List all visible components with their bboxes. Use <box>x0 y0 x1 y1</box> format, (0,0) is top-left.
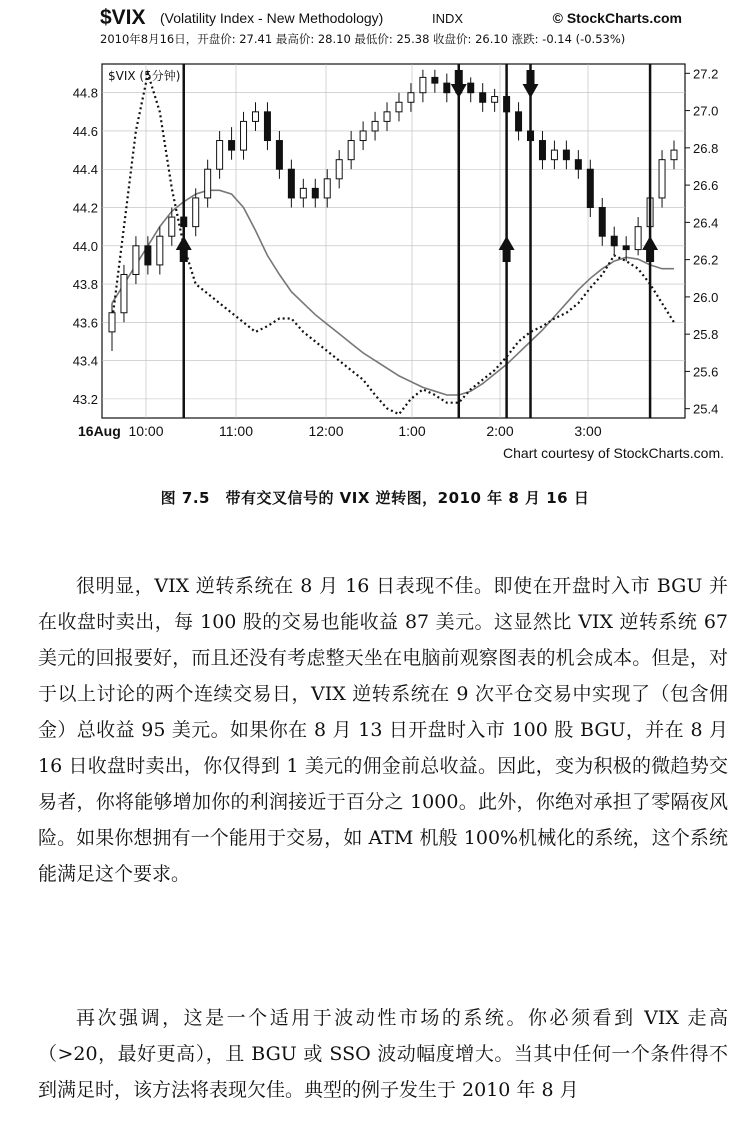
chart-title: (Volatility Index - New Methodology) <box>160 10 384 26</box>
candle <box>611 236 617 246</box>
candle <box>276 141 282 170</box>
candle <box>563 150 569 160</box>
candle <box>420 77 426 92</box>
right-tick-label: 25.8 <box>693 327 719 343</box>
left-tick-label: 44.0 <box>72 238 98 254</box>
left-tick-label: 44.2 <box>72 200 98 216</box>
left-tick-label: 44.8 <box>72 85 98 101</box>
candle <box>659 160 665 198</box>
candle <box>312 188 318 198</box>
candle <box>575 160 581 170</box>
left-tick-label: 43.2 <box>72 391 98 407</box>
candle <box>408 93 414 103</box>
candle <box>300 188 306 198</box>
right-tick-label: 26.0 <box>693 289 719 305</box>
candle <box>288 169 294 198</box>
candle <box>468 83 474 93</box>
plot-frame <box>102 64 685 418</box>
candle <box>599 208 605 237</box>
chart-symbol: $VIX <box>100 6 146 29</box>
x-tick-label: 12:00 <box>308 423 344 439</box>
body-paragraph-2 <box>38 1000 728 1108</box>
candle <box>133 246 139 275</box>
candle <box>193 198 199 227</box>
candle <box>671 150 677 160</box>
x-tick-label: 3:00 <box>574 423 602 439</box>
candle <box>241 121 247 150</box>
x-tick-label: 11:00 <box>219 423 253 439</box>
candle <box>372 121 378 131</box>
candle <box>217 141 223 170</box>
candle <box>169 217 175 236</box>
x-tick-label: 2:00 <box>486 423 514 439</box>
chart-exchange: INDX <box>432 11 464 26</box>
right-tick-label: 27.2 <box>693 66 719 82</box>
candle <box>432 77 438 83</box>
candle <box>109 313 115 332</box>
chart-legend: $VIX (5分钟) <box>108 69 181 83</box>
left-tick-label: 44.6 <box>72 123 98 139</box>
right-tick-label: 26.2 <box>693 252 719 268</box>
chart-courtesy: Chart courtesy of StockCharts.com. <box>503 445 724 461</box>
figure-caption: 图 7.5 带有交叉信号的 VIX 逆转图，2010 年 8 月 16 日 <box>160 489 590 507</box>
candle <box>587 169 593 207</box>
right-tick-label: 25.6 <box>693 364 719 380</box>
right-tick-label: 26.4 <box>693 215 719 231</box>
candle <box>348 141 354 160</box>
candle <box>264 112 270 141</box>
candle <box>145 246 151 265</box>
paragraph-2-text: 再次强调，这是一个适用于波动性市场的系统。你必须看到 VIX 走高（>20，最好更高），且 BGU 或 SSO 波动幅度增大。当其中任何一个条件得不到满足时，该方法将表现欠佳。典型的例子发生于 2010 年 8 月 <box>38 1007 728 1101</box>
body-paragraph-1 <box>38 568 728 892</box>
chart-brand: © StockCharts.com <box>552 10 682 26</box>
x-tick-label: 10:00 <box>128 423 164 439</box>
candle <box>623 246 629 250</box>
candle <box>336 160 342 179</box>
right-tick-label: 26.8 <box>693 140 719 156</box>
left-tick-label: 43.6 <box>72 315 98 331</box>
candle <box>384 112 390 122</box>
left-tick-label: 43.4 <box>72 353 98 369</box>
x-tick-label: 1:00 <box>398 423 426 439</box>
candle <box>205 169 211 198</box>
left-tick-label: 43.8 <box>72 277 98 293</box>
left-tick-label: 44.4 <box>72 162 98 178</box>
candle <box>551 150 557 160</box>
candle <box>444 83 450 93</box>
right-tick-label: 27.0 <box>693 103 719 119</box>
candle <box>229 141 235 151</box>
paragraph-1-text: 很明显，VIX 逆转系统在 8 月 16 日表现不佳。即使在开盘时入市 BGU 并在收盘时卖出，每 100 股的交易也能收益 87 美元。这显然比 VIX 逆转系统 67 美元的回报要好，而且还没有考虑整天坐在电脑前观察图表的机会成本。但是，对于以上讨论的两个连续交易日，VIX 逆转系统在 9 次平仓交易中实现了（包含佣金）总收益 95 美元。如果你在 8 月 13 日开盘时入市 100 股 BGU，并在 8 月 16 日收盘时卖出，你仅得到 1 美元的佣金前总收益。因此，变为积极的微趋势交易者，你将能够增加你的利润接近于百分之 1000。此外，你绝对承担了零隔夜风险。如果你想拥有一个能用于交易，如 ATM 机般 100%机械化的系统，这个系统能满足这个要求。 <box>38 575 728 885</box>
candle <box>396 102 402 112</box>
vix-chart <box>0 0 750 470</box>
candle <box>252 112 258 122</box>
chart-info-line: 2010年8月16日，开盘价: 27.41 最高价: 28.10 最低价: 25.38 收盘价: 26.10 涨跌: -0.14 (-0.53%) <box>100 32 626 46</box>
chart-figure <box>0 0 750 470</box>
x-tick-label: 16Aug <box>78 423 121 439</box>
candle <box>539 141 545 160</box>
candle <box>360 131 366 141</box>
candle <box>121 274 127 312</box>
candle <box>516 112 522 131</box>
candle <box>635 227 641 250</box>
candle <box>324 179 330 198</box>
candle <box>492 97 498 103</box>
right-tick-label: 26.6 <box>693 178 719 194</box>
candle <box>157 236 163 265</box>
candle <box>480 93 486 103</box>
right-tick-label: 25.4 <box>693 401 719 417</box>
